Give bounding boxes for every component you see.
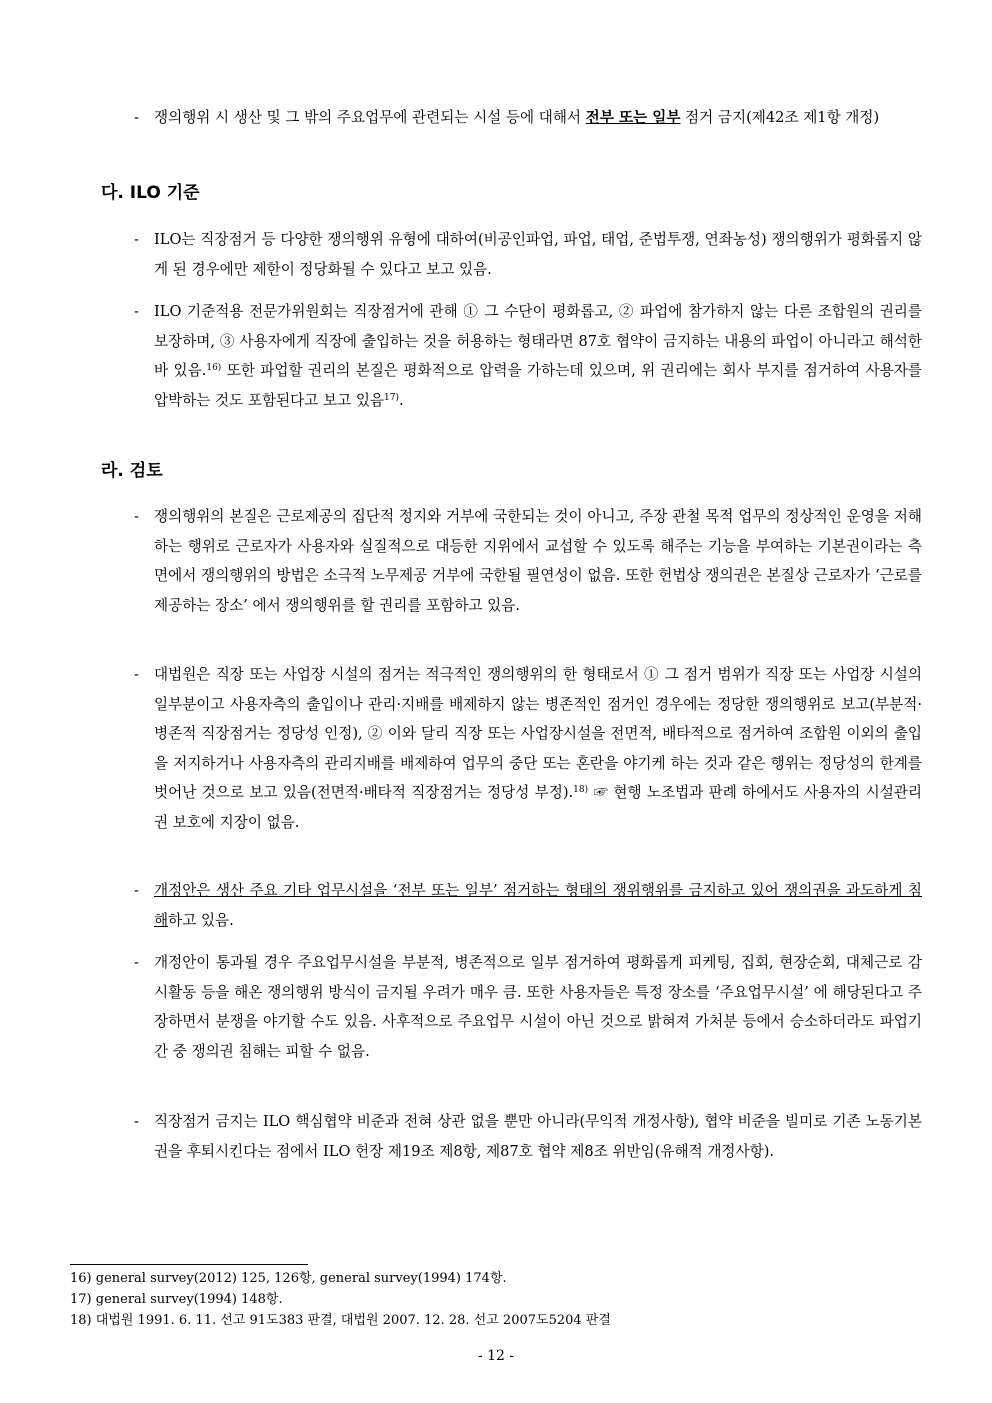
bullet-text: 쟁의행위의 본질은 근로제공의 집단적 정지와 거부에 국한되는 것이 아니고, 주장 관철 목적 업무의 정상적인 운영을 저해하는 행위로 근로자가 사용자와 실질적으로 대등한 지위에서 교섭할 수 있도록 해주는 기능을 부여하는 기본권이라는 측면에서 쟁의행위의 방법은 소극적 노무제공 거부에 국한될 필연성이 없음. 또한 헌법상 쟁의권은 본질상 근로자가 ‘근로를 제공하는 장소’ 에서 쟁의행위를 할 권리를 포함하고 있음.: [154, 508, 922, 614]
bullet-text: 쟁의행위 시 생산 및 그 밖의 주요업무에 관련되는 시설 등에 대해서 전부 또는 일부 점거 금지(제42조 제1항 개정): [154, 109, 880, 126]
underlined-claim: 개정안은 생산 주요 기타 업무시설을 ‘전부 또는 일부’ 점거하는 형태의 쟁위행위를 금지하고 있어 쟁의권을 과도하게 침해: [154, 882, 922, 929]
bullet-dash: -: [134, 508, 139, 525]
footnote-ref-16: 16): [206, 363, 222, 373]
bullet-occupation-ban: [134, 103, 922, 133]
bullet-dash: -: [134, 1113, 139, 1130]
bullet-text: ILO 기준적용 전문가위원회는 직장점거에 관해 ① 그 수단이 평화롭고, ② 파업에 참가하지 않는 다른 조합원의 권리를 보장하며, ③ 사용자에게 직장에 출입하는 것을 허용하는 형태라면 87호 협약이 금지하는 내용의 파업이 아니라고 해석한 바 있음.$^{16)}$ 또한 파업할 권리의 본질은 평화적으로 압력을 가하는데 있으며, 위 권리에는 회사 부지를 점거하여 사용자를 압박하는 것도 포함된다고 보고 있음$^{17)}$.: [154, 303, 922, 409]
bullet-text: 대법원은 직장 또는 사업장 시설의 점거는 적극적인 쟁의행위의 한 형태로서 ① 그 점거 범위가 직장 또는 사업장 시설의 일부분이고 사용자측의 출입이나 관리·지배를 배제하지 않는 병존적인 점거인 경우에는 정당한 쟁의행위로 보고(부분적·병존적 직장점거는 정당성 인정), ② 이와 달리 직장 또는 사업장시설을 전면적, 배타적으로 점거하여 조합원 이외의 출입을 저지하거나 사용자측의 관리지배를 배제하여 업무의 중단 또는 혼란을 야기케 하는 것과 같은 행위는 정당성의 한계를 벗어난 것으로 보고 있음(전면적·배타적 직장점거는 정당성 부정).$^{18)}$ ☞ 현행 노조법과 판례 하에서도 사용자의 시설관리권 보호에 지장이 없음.: [154, 666, 922, 831]
footnote-18: 18) 대법원 1991. 6. 11. 선고 91도383 판결, 대법원 2007. 12. 28. 선고 2007도5204 판결: [70, 1313, 611, 1328]
footnote-16: 16) general survey(2012) 125, 126항, general survey(1994) 174항.: [70, 1271, 507, 1286]
bullet-supreme-court: [134, 660, 922, 837]
page-number: - 12 -: [477, 1348, 515, 1364]
footnotes: [70, 1268, 930, 1331]
section-heading-ilo: 다. ILO 기준: [101, 183, 200, 203]
bullet-dash: -: [134, 303, 139, 320]
footnote-divider: [70, 1264, 308, 1265]
bullet-text: 개정안이 통과될 경우 주요업무시설을 부분적, 병존적으로 일부 점거하여 평화롭게 피케팅, 집회, 현장순회, 대체근로 감시활동 등을 해온 쟁의행위 방식이 금지될 우려가 매우 큼. 또한 사용자들은 특정 장소를 ‘주요업무시설’ 에 해당된다고 주장하면서 분쟁을 야기할 수도 있음. 사후적으로 주요업무 시설이 아닌 것으로 밝혀져 가처분 등에서 승소하더라도 파업기간 중 쟁의권 침해는 피할 수 없음.: [154, 954, 922, 1060]
bullet-dash: -: [134, 109, 139, 126]
bullet-ilo-violation: [134, 1107, 922, 1166]
bullet-ilo-committee: [134, 297, 922, 415]
bullet-dash: -: [134, 666, 139, 683]
bullet-strike-essence: [134, 502, 922, 620]
section-heading-review: 라. 검토: [101, 461, 163, 481]
bullet-text: ILO는 직장점거 등 다양한 쟁의행위 유형에 대하여(비공인파업, 파업, 태업, 준법투쟁, 연좌농성) 쟁의행위가 평화롭지 않게 된 경우에만 제한이 정당화될 수 있다고 보고 있음.: [154, 231, 922, 278]
bullet-dash: -: [134, 954, 139, 971]
bullet-text: 개정안은 생산 주요 기타 업무시설을 ‘전부 또는 일부’ 점거하는 형태의 쟁위행위를 금지하고 있어 쟁의권을 과도하게 침해하고 있음.: [154, 882, 922, 929]
emphasis-all-or-part: 전부 또는 일부: [585, 109, 681, 126]
bullet-text: 직장점거 금지는 ILO 핵심협약 비준과 전혀 상관 없을 뿐만 아니라(무익적 개정사항), 협약 비준을 빌미로 기존 노동기본권을 후퇴시킨다는 점에서 ILO 헌장 제19조 제8항, 제87호 협약 제8조 위반임(유해적 개정사항).: [154, 1113, 922, 1160]
bullet-dash: -: [134, 882, 139, 899]
footnote-ref-17: 17): [384, 392, 399, 403]
bullet-amendment-effects: [134, 948, 922, 1066]
bullet-dash: -: [134, 231, 139, 248]
bullet-ilo-restriction: [134, 225, 922, 284]
footnote-ref-18: 18): [573, 785, 589, 795]
footnote-17: 17) general survey(1994) 148항.: [70, 1292, 283, 1307]
bullet-amendment-infringes: [134, 876, 922, 935]
